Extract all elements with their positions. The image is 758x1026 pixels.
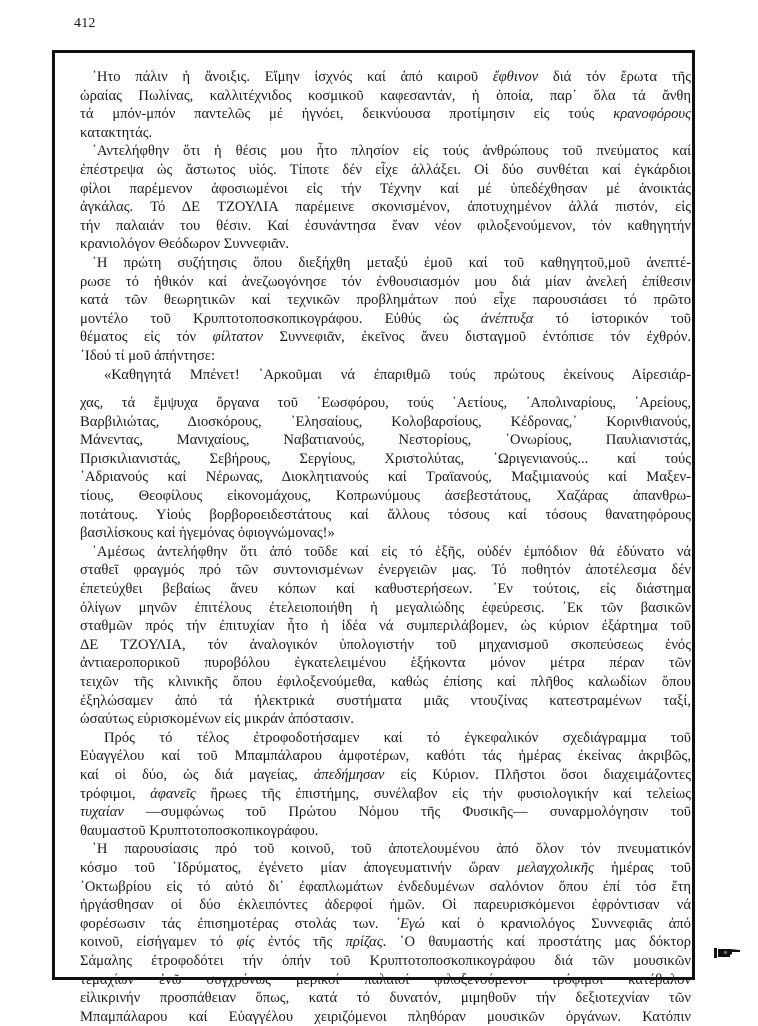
text-line: εἰλικρινήν προσπάθειαν ὅπως, κατά τό δυνατόν, μιμηθοῦν τήν δεξιοτεχνίαν τῶν [80,990,691,1007]
text-line: κατά τῶν θεωρητικῶν καί τεχνικῶν προβλημάτων πού εἶχε παρουσιάσει τό πρῶτο [80,292,691,309]
text-line: ἐπετεύχθει βεβαίως ἄνευ κόπων καί καθυστερήσεων. ᾿Εν τούτοις, εἰς διάστημα [80,581,691,598]
text-line: τά μπόν-μπόν παντελῶς μέ ἠγνόει, δεικνύουσα προτίμησιν εἰς τούς κρανοφόρους [80,106,691,123]
text-line: ᾿Αμέσως ἀντελήφθην ὅτι ἀπό τοῦδε καί εἰς τό ἑξῆς, οὐδέν ἐμπόδιον θά ἐδύνατο νά [92,543,691,560]
text-line: βασιλίσκους καί ἡγεμόνας ὀφιογνώμονας!» [80,525,335,542]
text-line: χας, τά ἔμψυχα ὄργανα τοῦ ᾿Εωσφόρου, τούς ᾿Αετίους, ᾿Απολιναρίους, ᾿Αρείους, [80,395,691,412]
text-line: ῾Η παρουσίασις πρό τοῦ κοινοῦ, τοῦ ἀποτελουμένου ἀπό ὅλον τόν πνευματικόν [92,841,691,858]
text-line: τειχῶν τῆς κλινικῆς ὅπου ἐφιλοξενούμεθα, καθώς ἐπίσης καί πλῆθος καλωδίων ὅπου [80,674,691,690]
text-line: ᾿Οκτωβρίου εἰς τό αὐτό δι᾿ ἐφαπλωμάτων ἐνδεδυμένων σαλόνιον ὅπου ἐπί τόσ ἔτη [80,878,691,895]
text-line: Μπαμπάλαρου καί Εὐαγγέλου χειριζόμενοι πληθόραν μουσικῶν ὀργάνων. Κατόπιν [80,1008,691,1025]
text-line: ἠργάσθησαν οἱ δύο ἐκλειπόντες ἀδερφοί ἡμῶν. Οἱ παρευρισκόμενοι ἐφρόντισαν νά [80,897,691,914]
text-line: καί οἱ δύο, ὡς διά μαγείας, ἀπεδήμησαν εἰς Κύριον. Πλῆστοι ὅσοι διαχειμάζοντες [80,766,691,783]
text-line: Βαρβιλιώτας, Διοσκόρους, ᾿Ελησαίους, Κολοβαρσίους, Κέδρονας,᾿ Κορινθιανούς, [80,413,691,430]
text-line: ᾿Ιδού τί μοῦ ἀπήντησε: [80,347,215,364]
text-line: «Καθηγητά Μπένετ! ᾿Αρκοῦμαι νά ἐπαριθμῶ τούς πρώτους ἐκείνους Αἱρεσιάρ- [104,366,691,383]
text-line: Μάνεντας, Μανιχαίους, Ναβατιανούς, Νεστορίους, ᾿Ονωρίους, Παυλιανιστάς, [80,432,691,449]
page-number: 412 [74,16,96,31]
text-line: ποτάτους. Υἱούς βορβοροειδεστάτους καί ἄλλους τόσους καί τόσους θανατηφόρους [80,506,691,523]
text-line: μοντέλο τοῦ Κρυπτοτοποσκοπικογράφου. Εὐθύς ὡς ἀνέπτυξα τό ἱστορικόν τοῦ [80,310,691,327]
text-line: φορέσωσιν τάς ἐπισημοτέρας στολάς των. ᾿Εγώ καί ὁ κρανιολόγος Συννεφιᾶς ἀπό [80,915,691,932]
text-line: Σάμαλης ἐτροφοδότει τήν ὀπήν τοῦ Κρυπτοτοποσκοπικογράφου διά τῶν μουσικῶν [80,952,691,969]
pointing-hand-icon [714,946,742,960]
text-line: τήν παλαιάν του θέσιν. Καί ἐσυνάντησα ἕναν νέον φιλοξενούμενον, τόν καθηγητήν [80,217,691,234]
text-line: ὡραίας Πωλίνας, καλλιτέχνιδος κοσμικοῦ καφεσαντάν, ἡ ὁποία, παρ᾿ ὅλα τά ἄνθη [80,87,691,104]
text-line: ΔΕ ΤΖΟΥΛΙΑ, τόν ἀναλογικόν ὑπολογιστήν τοῦ μηχανισμοῦ σκοπεύσεως ἑνός [80,636,691,653]
text-line: ᾿Ητο πάλιν ἡ ἄνοιξις. Εἴμην ἰσχνός καί ἀπό καιροῦ ἔφθινον διά τόν ἔρωτα τῆς [92,69,691,85]
body-text [80,68,691,1026]
text-line: σταθμῶν πρός τήν ἐπιτυχίαν ἦτο ἡ ἰδέα νά συμπεριλάβομεν, ὡς κύριον ἐξάρτημα τοῦ [80,618,691,635]
text-line: τυχαίαν —συμφώνως τοῦ Πρώτου Νόμου τῆς Φυσικῆς— συναρμολόγησιν τοῦ [80,804,691,821]
text-line: ὀλίγων μηνῶν ἐπιτέλους ἐτελειοποιήθη ἡ μεγαλιώδης ἐφεύρεσις. ᾿Εκ τῶν βασικῶν [80,599,691,616]
text-line: ἐπέστρεψα ὡς ἄστωτος υἱός. Τίποτε δέν εἶχε ἀλλάξει. Οἱ δύο συνθέται καί ἐγκάρδιοι [80,161,691,178]
text-line: Πρός τό τέλος ἐτροφοδοτήσαμεν καί τό ἐγκεφαλικόν σχεδιάγραμμα τοῦ [104,729,691,746]
text-line: τρόφιμοι, ἀφανεῖς ἥρωες τῆς ἐπιστήμης, συνέλαβον εἰς τήν φυσιολογικήν καί τελείως [80,785,691,802]
text-line: θαυμαστοῦ Κρυπτοτοποσκοπικογράφου. [80,822,319,839]
text-line: ἀντιαεροπορικοῦ πυροβόλου ἐγκατελειμένου ἑξήκοντα μόνον μέτρα πέραν τῶν [80,655,691,672]
text-line: κατακτητάς. [80,124,153,141]
text-line: σταθεῖ φραγμός πρό τῶν συντονισμένων ἐνεργειῶν μας. Τό ποθητόν ἀποτέλεσμα δέν [80,562,691,579]
text-line: θέματος εἰς τόν φίλτατον Συννεφιᾶν, ἐκεῖνος ἄνευ δισταγμοῦ ἐντόπισε τόν ἐχθρόν. [80,329,691,346]
text-line: τίους, Θεοφίλους εἰκονομάχους, Κοπρωνύμους ἀσεβεστάτους, Χαζάρας ἀπανθρω- [80,488,691,505]
text-line: Εὐαγγέλου καί τοῦ Μπαμπάλαρου ἀμφοτέρων, καθότι τάς ἡμέρας ἐκείνας ἀκριβῶς, [80,748,691,765]
text-line: ἀγκάλας. Τό ΔΕ ΤΖΟΥΛΙΑ παρέμεινε σκονισμένον, ἀποτυχημένον ἀλλά πιστόν, εἰς [80,199,691,216]
text-line: ἐξηλώσαμεν ἀπό τά ἠλεκτρικά συστήματα μιᾶς ντουζίνας κατεστραμένων ταξί, [80,692,691,709]
text-line: κοινοῦ, εἰσήγαμεν τό φίς ἐντός τῆς πρίζας. ῾Ο θαυμαστής καί προστάτης μας δόκτορ [80,934,691,951]
text-line: κρανιολόγον Θεόδωρον Συννεφιᾶν. [80,236,290,253]
text-line: τεμαχίων ἐνῶ συγχρόνως μερικοί παλαιοί φιλοξενούμενοι τρόφιμοι κατέβαλον [80,971,691,988]
paragraph-gap [80,384,691,394]
text-line: ῾Η πρώτη συζήτησις ὅπου διεξήχθη μεταξύ ἐμοῦ καί τοῦ καθηγητοῦ,μοῦ ἀνεπτέ- [92,254,691,271]
text-line: Πρισκιλιανιστάς, Σεβήρους, Σεργίους, Χριστολύτας, ᾿Ωριγενιανούς... καί τούς [80,450,691,467]
text-line: ᾿Αδριανούς καί Νέρωνας, Διοκλητιανούς καί Τραϊανούς, Μαξιμιανούς καί Μαξεν- [80,469,691,486]
text-line: ᾿Αντελήφθην ὅτι ἡ θέσις μου ἦτο πλησίον εἰς τούς ἀνθρώπους τοῦ πνεύματος καί [92,143,691,160]
text-line: φίλοι παρέμενον ἀφοσιωμένοι εἰς τήν Τέχνην καί μέ ὑπεδέχθησαν μέ ἀνοικτάς [80,180,691,197]
text-line: ρωσε τό ἠθικόν καί ἀνεζωογόνησε τόν ἐνθουσιασμόν μου διά μίαν ἀνελεή ἐπίθεσιν [80,273,691,290]
text-line: κόσμο τοῦ ῾Ιδρύματος, ἐγένετο μίαν ἀπογευματινήν ὥραν μελαγχολικῆς ἡμέρας τοῦ [80,859,691,876]
text-line: ὡσαύτως εὑρισκομένων εἰς μικράν ἀπόστασιν. [80,711,354,728]
